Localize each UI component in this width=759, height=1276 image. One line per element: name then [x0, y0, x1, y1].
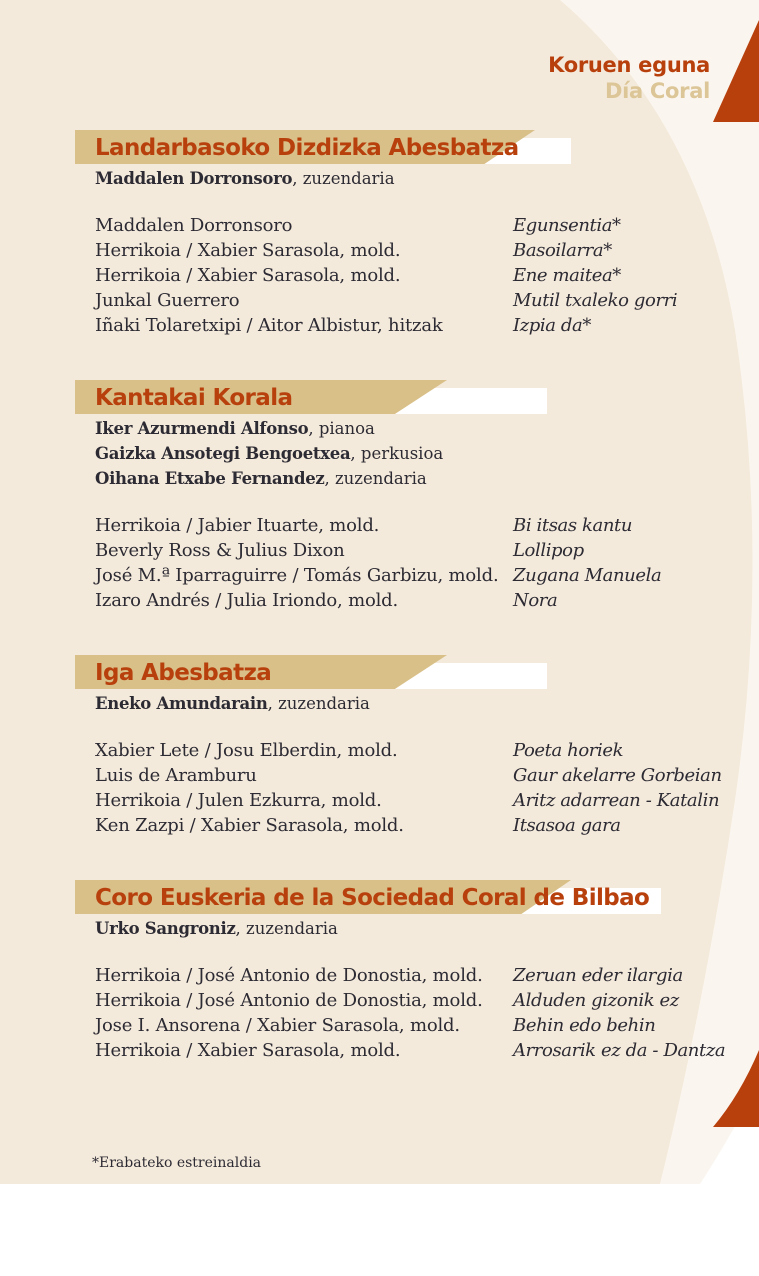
- credit-person: Gaizka Ansotegi Bengoetxea: [95, 444, 351, 463]
- repertoire-item: [95, 538, 735, 563]
- repertoire-item: [95, 963, 735, 988]
- repertoire-item: [95, 788, 735, 813]
- piece-title: Gaur akelarre Gorbeian: [513, 765, 722, 786]
- piece-title: Alduden gizonik ez: [513, 990, 679, 1011]
- piece-author: Junkal Guerrero: [95, 290, 240, 311]
- piece-title: Zeruan eder ilargia: [513, 965, 683, 986]
- credit-line: [95, 166, 395, 191]
- piece-title: Poeta horiek: [513, 740, 624, 761]
- credit-line: [95, 691, 370, 716]
- repertoire-item: [95, 513, 735, 538]
- repertoire-list: [95, 513, 735, 613]
- credit-person: Urko Sangroniz: [95, 919, 236, 938]
- piece-title: Behin edo behin: [513, 1015, 656, 1036]
- piece-author: Herrikoia / Xabier Sarasola, mold.: [95, 1040, 401, 1061]
- repertoire-list: [95, 738, 735, 838]
- repertoire-item: [95, 563, 735, 588]
- credit-role: , zuzendaria: [235, 919, 338, 938]
- repertoire-item: [95, 813, 735, 838]
- credit-person: Iker Azurmendi Alfonso: [95, 419, 309, 438]
- credit-line: [95, 441, 443, 466]
- piece-author: Ken Zazpi / Xabier Sarasola, mold.: [95, 815, 404, 836]
- credit-role: , pianoa: [308, 419, 375, 438]
- piece-author: Herrikoia / Xabier Sarasola, mold.: [95, 240, 401, 261]
- choir-credits: [95, 691, 370, 716]
- choir-credits: [95, 416, 443, 491]
- credit-person: Oihana Etxabe Fernandez: [95, 469, 325, 488]
- piece-author: Luis de Aramburu: [95, 765, 257, 786]
- piece-title: Nora: [513, 590, 558, 611]
- credit-person: Eneko Amundarain: [95, 694, 268, 713]
- choir-name: Kantakai Korala: [95, 385, 293, 411]
- repertoire-item: [95, 1013, 735, 1038]
- repertoire-item: [95, 288, 735, 313]
- piece-title: Ene maitea*: [513, 265, 621, 286]
- repertoire-item: [95, 988, 735, 1013]
- piece-author: Herrikoia / Xabier Sarasola, mold.: [95, 265, 401, 286]
- choir-name: Landarbasoko Dizdizka Abesbatza: [95, 135, 519, 161]
- footnote: *Erabateko estreinaldia: [92, 1155, 262, 1171]
- piece-title: Mutil txaleko gorri: [513, 290, 678, 311]
- piece-author: Herrikoia / Julen Ezkurra, mold.: [95, 790, 382, 811]
- credit-role: , zuzendaria: [324, 469, 427, 488]
- piece-title: Basoilarra*: [513, 240, 612, 261]
- piece-author: Maddalen Dorronsoro: [95, 215, 293, 236]
- piece-title: Aritz adarrean - Katalin: [513, 790, 720, 811]
- header-title-basque: Koruen eguna: [548, 53, 710, 77]
- choir-credits: [95, 166, 395, 191]
- piece-title: Lollipop: [513, 540, 584, 561]
- repertoire-item: [95, 1038, 735, 1063]
- piece-author: José M.ª Iparraguirre / Tomás Garbizu, mold.: [95, 565, 499, 586]
- piece-author: Herrikoia / José Antonio de Donostia, mold.: [95, 990, 483, 1011]
- piece-author: Iñaki Tolaretxipi / Aitor Albistur, hitzak: [95, 315, 443, 336]
- repertoire-item: [95, 263, 735, 288]
- credit-role: , zuzendaria: [292, 169, 395, 188]
- repertoire-list: [95, 213, 735, 338]
- piece-title: Zugana Manuela: [513, 565, 662, 586]
- credit-role: , perkusioa: [350, 444, 444, 463]
- repertoire-item: [95, 213, 735, 238]
- piece-author: Jose I. Ansorena / Xabier Sarasola, mold.: [95, 1015, 460, 1036]
- repertoire-item: [95, 763, 735, 788]
- repertoire-item: [95, 238, 735, 263]
- piece-author: Herrikoia / Jabier Ituarte, mold.: [95, 515, 380, 536]
- piece-author: Izaro Andrés / Julia Iriondo, mold.: [95, 590, 398, 611]
- piece-title: Arrosarik ez da - Dantza: [513, 1040, 726, 1061]
- piece-title: Izpia da*: [513, 315, 591, 336]
- repertoire-item: [95, 738, 735, 763]
- page-header: [548, 52, 710, 104]
- credit-line: [95, 416, 443, 441]
- piece-title: Itsasoa gara: [513, 815, 621, 836]
- credit-line: [95, 916, 338, 941]
- repertoire-item: [95, 313, 735, 338]
- repertoire-list: [95, 963, 735, 1063]
- credit-person: Maddalen Dorronsoro: [95, 169, 293, 188]
- header-title-spanish: Día Coral: [605, 79, 710, 103]
- choir-credits: [95, 916, 338, 941]
- repertoire-item: [95, 588, 735, 613]
- piece-title: Egunsentia*: [513, 215, 621, 236]
- piece-author: Beverly Ross & Julius Dixon: [95, 540, 345, 561]
- choir-name: Iga Abesbatza: [95, 660, 272, 686]
- credit-line: [95, 466, 443, 491]
- credit-role: , zuzendaria: [267, 694, 370, 713]
- piece-title: Bi itsas kantu: [513, 515, 633, 536]
- piece-author: Herrikoia / José Antonio de Donostia, mold.: [95, 965, 483, 986]
- choir-name: Coro Euskeria de la Sociedad Coral de Bilbao: [95, 885, 650, 911]
- piece-author: Xabier Lete / Josu Elberdin, mold.: [95, 740, 398, 761]
